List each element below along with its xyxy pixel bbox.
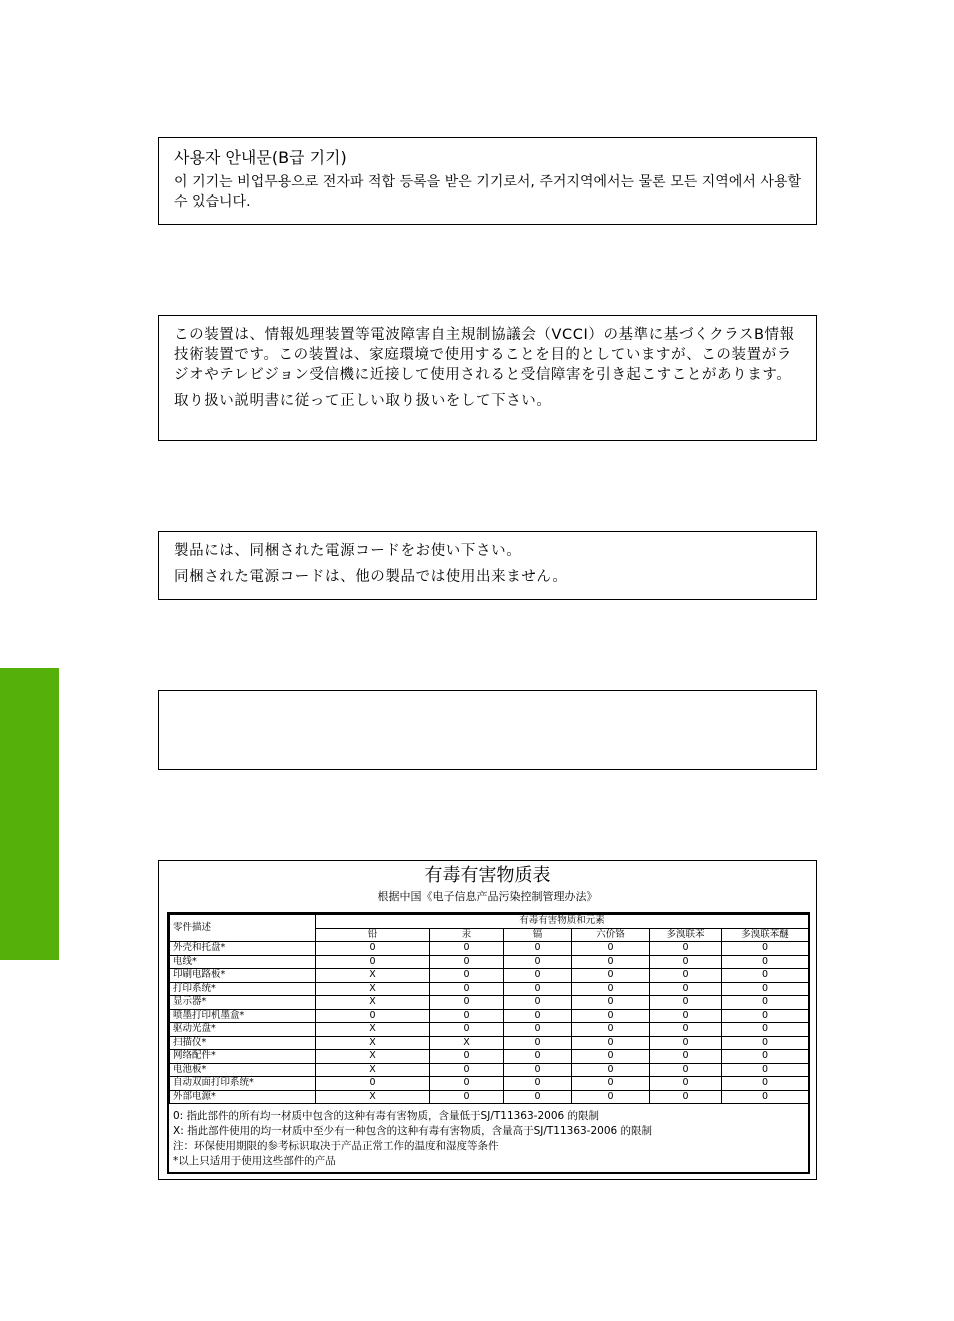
substance-value-cell: 0 xyxy=(572,1090,650,1104)
hazard-table-frame xyxy=(167,912,810,1174)
element-header: 镉 xyxy=(504,928,572,942)
substance-value-cell: 0 xyxy=(722,1050,809,1064)
substance-value-cell: 0 xyxy=(650,1009,722,1023)
side-tab-marker xyxy=(0,668,59,960)
substance-value-cell: X xyxy=(316,1090,430,1104)
substance-value-cell: 0 xyxy=(650,1023,722,1037)
note-line: *以上只适用于使用这些部件的产品 xyxy=(173,1155,336,1167)
table-row xyxy=(170,942,809,956)
substance-value-cell: 0 xyxy=(430,942,504,956)
part-name-cell: 喷墨打印机墨盒* xyxy=(170,1009,316,1023)
substance-value-cell: X xyxy=(316,996,430,1010)
substance-value-cell: 0 xyxy=(722,942,809,956)
substance-value-cell: 0 xyxy=(572,1050,650,1064)
note-line: 0: 指此部件的所有均一材质中包含的这种有毒有害物质，含量低于SJ/T11363-2006 的限制 xyxy=(173,1110,600,1122)
part-name-cell: 显示器* xyxy=(170,996,316,1010)
substance-value-cell: 0 xyxy=(722,955,809,969)
substance-value-cell: 0 xyxy=(430,1063,504,1077)
table-row xyxy=(170,1050,809,1064)
part-name-cell: 打印系统* xyxy=(170,982,316,996)
substance-value-cell: 0 xyxy=(722,1023,809,1037)
table-row xyxy=(170,1023,809,1037)
part-name-cell: 电线* xyxy=(170,955,316,969)
substance-value-cell: 0 xyxy=(430,996,504,1010)
hazardous-substances-box xyxy=(158,860,817,1180)
substance-value-cell: 0 xyxy=(722,1077,809,1091)
substance-value-cell: 0 xyxy=(650,955,722,969)
hazard-table-notes xyxy=(169,1104,808,1169)
substance-value-cell: 0 xyxy=(722,1009,809,1023)
substance-value-cell: 0 xyxy=(650,1077,722,1091)
vcci-notice-box xyxy=(158,315,817,441)
substance-value-cell: 0 xyxy=(572,942,650,956)
part-name-cell: 网络配件* xyxy=(170,1050,316,1064)
element-header: 多溴联苯 xyxy=(650,928,722,942)
substance-value-cell: 0 xyxy=(504,955,572,969)
element-header: 六价铬 xyxy=(572,928,650,942)
part-name-cell: 电池板* xyxy=(170,1063,316,1077)
substance-value-cell: 0 xyxy=(430,969,504,983)
table-row xyxy=(170,969,809,983)
korean-notice-title: 사용자 안내문(B급 기기) xyxy=(174,148,347,167)
element-header: 汞 xyxy=(430,928,504,942)
note-line: 注：环保使用期限的参考标识取决于产品正常工作的温度和湿度等条件 xyxy=(173,1140,499,1152)
substance-value-cell: X xyxy=(430,1036,504,1050)
substance-value-cell: 0 xyxy=(504,969,572,983)
part-name-cell: 外部电源* xyxy=(170,1090,316,1104)
substance-value-cell: 0 xyxy=(430,1009,504,1023)
substance-value-cell: 0 xyxy=(316,1009,430,1023)
table-row xyxy=(170,982,809,996)
substance-value-cell: X xyxy=(316,1023,430,1037)
substance-value-cell: 0 xyxy=(722,1090,809,1104)
table-row xyxy=(170,1063,809,1077)
substances-group-header: 有毒有害物质和元素 xyxy=(316,915,809,929)
substance-value-cell: 0 xyxy=(430,1090,504,1104)
table-row xyxy=(170,1009,809,1023)
substance-value-cell: 0 xyxy=(650,1050,722,1064)
vcci-notice-paragraph-2: 取り扱い説明書に従って正しい取り扱いをして下さい。 xyxy=(174,393,552,409)
part-column-header: 零件描述 xyxy=(170,915,316,942)
substance-value-cell: 0 xyxy=(504,1077,572,1091)
substance-value-cell: 0 xyxy=(572,982,650,996)
power-cord-notice-line-1: 製品には、同梱された電源コードをお使い下さい。 xyxy=(174,543,522,559)
substance-value-cell: 0 xyxy=(572,1077,650,1091)
substance-value-cell: 0 xyxy=(316,955,430,969)
part-name-cell: 印刷电路板* xyxy=(170,969,316,983)
part-name-cell: 扫描仪* xyxy=(170,1036,316,1050)
substance-value-cell: 0 xyxy=(430,1077,504,1091)
substance-value-cell: 0 xyxy=(650,996,722,1010)
substance-value-cell: 0 xyxy=(572,1036,650,1050)
substance-value-cell: X xyxy=(316,1036,430,1050)
substance-value-cell: 0 xyxy=(722,1036,809,1050)
substance-value-cell: 0 xyxy=(504,982,572,996)
table-row xyxy=(170,1077,809,1091)
power-cord-notice-box xyxy=(158,531,817,600)
table-row xyxy=(170,1090,809,1104)
table-row xyxy=(170,1036,809,1050)
substance-value-cell: 0 xyxy=(504,1023,572,1037)
part-name-cell: 自动双面打印系统* xyxy=(170,1077,316,1091)
substance-value-cell: 0 xyxy=(504,1050,572,1064)
substance-value-cell: 0 xyxy=(572,1023,650,1037)
substance-value-cell: X xyxy=(316,982,430,996)
vcci-notice-paragraph-1: この装置は、情報処理装置等電波障害自主規制協議会（VCCI）の基準に基づくクラスB情報技術装置です。この装置は、家庭環境で使用することを目的としていますが、この装置がラジオやテレビジョン受信機に近接して使用されると受信障害を引き起こすことがあります。 xyxy=(174,327,795,383)
table-row xyxy=(170,955,809,969)
part-name-cell: 驱动光盘* xyxy=(170,1023,316,1037)
substance-value-cell: 0 xyxy=(650,942,722,956)
substance-value-cell: 0 xyxy=(316,1077,430,1091)
substance-value-cell: 0 xyxy=(504,1009,572,1023)
hazard-table xyxy=(169,914,809,1104)
substance-value-cell: 0 xyxy=(430,1050,504,1064)
substance-value-cell: 0 xyxy=(430,982,504,996)
substance-value-cell: X xyxy=(316,1050,430,1064)
substance-value-cell: 0 xyxy=(504,996,572,1010)
substance-value-cell: 0 xyxy=(572,1009,650,1023)
substance-value-cell: X xyxy=(316,1063,430,1077)
substance-value-cell: 0 xyxy=(650,1036,722,1050)
substance-value-cell: 0 xyxy=(722,1063,809,1077)
substance-value-cell: 0 xyxy=(430,955,504,969)
element-header: 多溴联苯醚 xyxy=(722,928,809,942)
substance-value-cell: 0 xyxy=(430,1023,504,1037)
substance-value-cell: 0 xyxy=(504,1036,572,1050)
substance-value-cell: 0 xyxy=(572,996,650,1010)
substance-value-cell: 0 xyxy=(722,996,809,1010)
substance-value-cell: 0 xyxy=(572,1063,650,1077)
substance-value-cell: 0 xyxy=(504,1063,572,1077)
substance-value-cell: 0 xyxy=(572,955,650,969)
hazard-table-subtitle: 根据中国《电子信息产品污染控制管理办法》 xyxy=(377,890,598,903)
note-line: X: 指此部件使用的均一材质中至少有一种包含的这种有毒有害物质，含量高于SJ/T11363-2006 的限制 xyxy=(173,1125,653,1137)
korean-notice-body: 이 기기는 비업무용으로 전자파 적합 등록을 받은 기기로서, 주거지역에서는 물론 모든 지역에서 사용할 수 있습니다. xyxy=(174,174,801,210)
substance-value-cell: 0 xyxy=(504,1090,572,1104)
substance-value-cell: X xyxy=(316,969,430,983)
table-row xyxy=(170,996,809,1010)
substance-value-cell: 0 xyxy=(650,969,722,983)
hazard-table-body xyxy=(170,942,809,1104)
substance-value-cell: 0 xyxy=(650,1063,722,1077)
power-cord-notice-line-2: 同梱された電源コードは、他の製品では使用出来ません。 xyxy=(174,569,568,585)
substance-value-cell: 0 xyxy=(722,982,809,996)
substance-value-cell: 0 xyxy=(316,942,430,956)
substance-value-cell: 0 xyxy=(650,982,722,996)
substance-value-cell: 0 xyxy=(650,1090,722,1104)
substance-value-cell: 0 xyxy=(572,969,650,983)
substance-value-cell: 0 xyxy=(504,942,572,956)
substance-value-cell: 0 xyxy=(722,969,809,983)
korean-notice-box xyxy=(158,137,817,225)
element-header: 铅 xyxy=(316,928,430,942)
hazard-table-title: 有毒有害物质表 xyxy=(424,865,551,886)
empty-notice-box xyxy=(158,690,817,770)
part-name-cell: 外壳和托盘* xyxy=(170,942,316,956)
